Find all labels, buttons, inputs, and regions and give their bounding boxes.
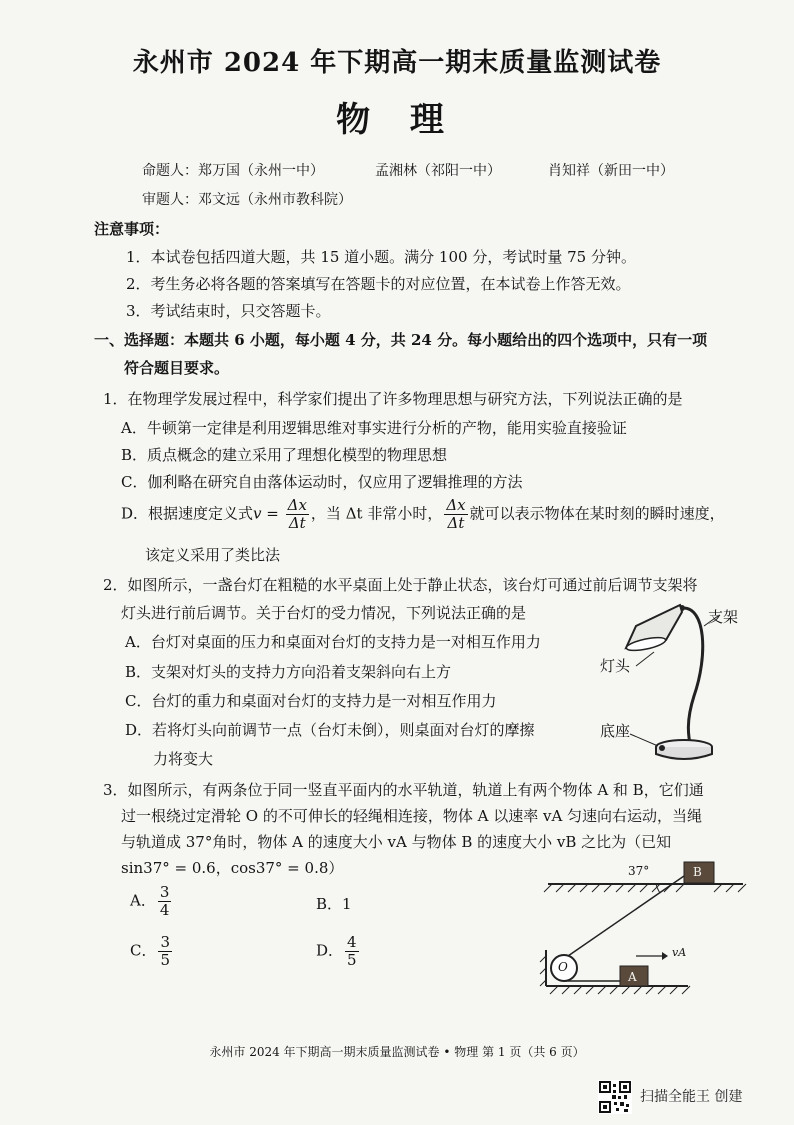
q2-option-c: C．台灯的重力和桌面对台灯的支持力是一对相互作用力 xyxy=(125,692,497,710)
q2-stem-line1: 2．如图所示，一盏台灯在粗糙的水平桌面上处于静止状态，该台灯可通过前后调节支架将 xyxy=(103,576,698,594)
fig-va-label: vA xyxy=(672,946,687,959)
q3-option-c xyxy=(130,934,174,969)
q3-a-label: A． xyxy=(130,891,156,910)
exam-title: 永州市 2024 年下期高一期末质量监测试卷 xyxy=(132,48,662,78)
q1-d-frac1-den: Δt xyxy=(288,514,306,532)
rope-to-b xyxy=(568,876,684,956)
leader-base xyxy=(630,734,658,746)
setter-3: 肖知祥（新田一中） xyxy=(548,163,674,179)
q3-c-fraction xyxy=(158,934,172,969)
q1-d-eq: = xyxy=(261,504,284,523)
q1-option-b: B．质点概念的建立采用了理想化模型的物理思想 xyxy=(121,446,448,464)
q3-c-label: C． xyxy=(130,941,157,960)
va-arrow-head xyxy=(662,952,668,960)
upper-track-hatch xyxy=(544,884,746,892)
reviewer-line xyxy=(142,189,352,209)
q3-option-a xyxy=(130,884,173,919)
q3-option-d xyxy=(316,934,361,969)
q2-option-b: B．支架对灯头的支持力方向沿着支架斜向右上方 xyxy=(125,663,452,681)
notice-item-1: 1．本试卷包括四道大题，共 15 道小题。满分 100 分，考试时量 75 分钟。 xyxy=(126,248,636,266)
scanner-credit: 扫描全能王 创建 xyxy=(640,1089,743,1105)
q1-stem: 1．在物理学发展过程中，科学家们提出了许多物理思想与研究方法，下列说法正确的是 xyxy=(103,390,683,408)
q1-d-mid: ，当 Δt 非常小时， xyxy=(310,504,443,523)
section-heading-line2: 符合题目要求。 xyxy=(124,359,230,377)
q3-stem-line4: sin37° = 0.6，cos37° = 0.8） xyxy=(121,859,344,877)
q1-d-frac2-num: Δx xyxy=(446,496,466,514)
notice-item-2: 2．考生务必将各题的答案填写在答题卡的对应位置，在本试卷上作答无效。 xyxy=(126,275,631,293)
lamp-switch xyxy=(659,745,665,751)
fig-block-b-label: B xyxy=(693,865,702,879)
q3-d-num: 4 xyxy=(347,933,357,951)
fig-block-a-label: A xyxy=(628,970,637,984)
notice-heading: 注意事项： xyxy=(94,220,170,238)
label-base: 底座 xyxy=(600,722,631,740)
page-footer: 永州市 2024 年下期高一期末质量监测试卷 • 物理 第 1 页（共 6 页） xyxy=(209,1045,585,1059)
q1-option-d xyxy=(121,497,725,532)
q3-d-fraction xyxy=(345,934,359,969)
q1-option-c: C．伽利略在研究自由落体运动时，仅应用了逻辑推理的方法 xyxy=(121,473,523,491)
setters-line xyxy=(142,160,324,180)
qr-code-icon xyxy=(598,1080,632,1114)
label-bracket: 支架 xyxy=(708,608,739,626)
lamp-bracket xyxy=(682,608,703,748)
q3-a-fraction xyxy=(158,884,172,919)
notice-item-3: 3．考试结束时，只交答题卡。 xyxy=(126,302,331,320)
q1-option-a: A．牛顿第一定律是利用逻辑思维对事实进行分析的产物，能用实验直接验证 xyxy=(121,419,627,437)
setter-2: 孟湘林（祁阳一中） xyxy=(375,163,501,179)
q3-d-label: D． xyxy=(316,941,344,960)
setters-label: 命题人： xyxy=(142,163,198,179)
q1-d-fraction-1 xyxy=(286,497,309,532)
reviewer: 邓文远（永州市教科院） xyxy=(198,192,352,208)
q1-option-d-line2: 该定义采用了类比法 xyxy=(145,546,281,564)
leader-head xyxy=(636,652,654,666)
q3-stem-line2: 过一根绕过定滑轮 O 的不可伸长的轻绳相连接，物体 A 以速率 vA 匀速向右运动，当绳 xyxy=(121,807,703,825)
q2-option-d-line1: D．若将灯头向前调节一点（台灯未倒），则桌面对台灯的摩擦 xyxy=(125,721,535,739)
q3-stem-line1: 3．如图所示，有两条位于同一竖直平面内的水平轨道，轨道上有两个物体 A 和 B，它们通 xyxy=(103,781,704,799)
q2-stem-line2: 灯头进行前后调节。关于台灯的受力情况，下列说法正确的是 xyxy=(121,604,527,622)
setter-1: 郑万国（永州一中） xyxy=(198,163,324,179)
q3-a-num: 3 xyxy=(159,883,170,901)
q3-a-den: 4 xyxy=(159,901,170,919)
reviewer-label: 审题人： xyxy=(142,192,198,208)
q2-option-a: A．台灯对桌面的压力和桌面对台灯的支持力是一对相互作用力 xyxy=(125,633,541,651)
q3-stem-line3: 与轨道成 37°角时，物体 A 的速度大小 vA 与物体 B 的速度大小 vB 之比为（已知 xyxy=(121,833,672,851)
q1-d-v: v xyxy=(253,504,262,523)
q3-c-num: 3 xyxy=(160,933,171,951)
fig-angle-label: 37° xyxy=(628,864,650,878)
q3-option-b: B．1 xyxy=(316,895,352,913)
q2-option-d-line2: 力将变大 xyxy=(153,750,214,768)
subject-title: 物 理 xyxy=(336,100,458,140)
q3-d-den: 5 xyxy=(347,951,357,969)
q1-d-prefix: D．根据速度定义式 xyxy=(121,504,254,523)
q1-d-frac2-den: Δt xyxy=(447,514,465,532)
label-lamp-head: 灯头 xyxy=(600,657,631,675)
q3-c-den: 5 xyxy=(160,951,171,969)
fig-pulley-label: O xyxy=(558,960,568,974)
q1-d-suffix: 就可以表示物体在某时刻的瞬时速度， xyxy=(469,504,725,523)
q1-d-frac1-num: Δx xyxy=(287,496,307,514)
q1-d-fraction-2 xyxy=(444,497,467,532)
section-heading-line1: 一、选择题：本题共 6 小题，每小题 4 分，共 24 分。每小题给出的四个选项中，只有一项 xyxy=(94,331,708,349)
